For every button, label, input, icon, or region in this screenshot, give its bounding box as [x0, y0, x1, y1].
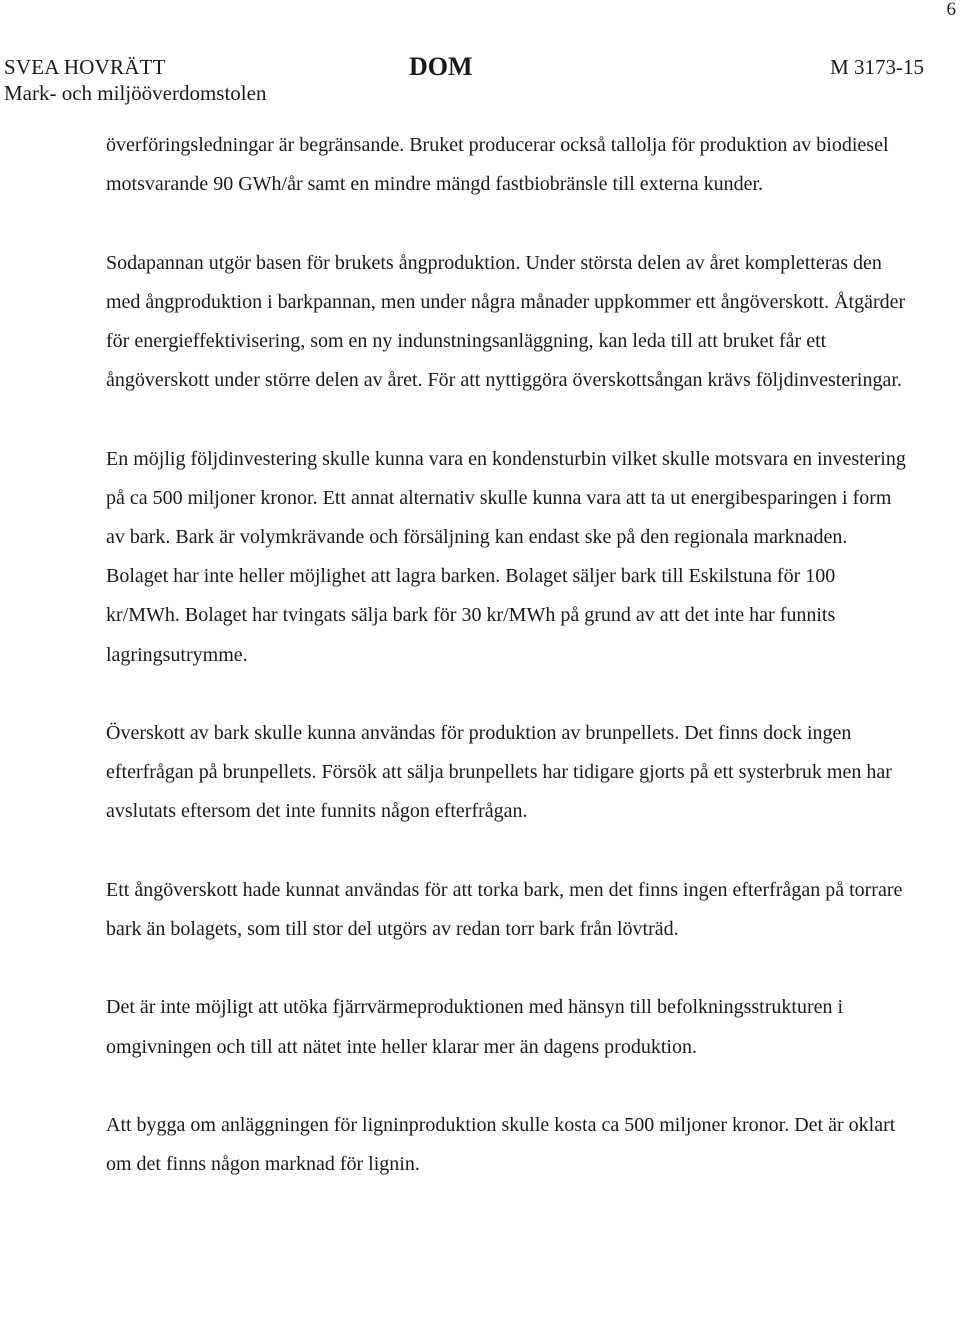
- paragraph: Att bygga om anläggningen för ligninproduktion skulle kosta ca 500 miljoner kronor. Det är oklart om det finns någon marknad för lignin.: [106, 1113, 896, 1176]
- paragraph: Överskott av bark skulle kunna användas för produktion av brunpellets. Det finns dock ingen efterfrågan på brunpellets. Försök att sälja brunpellets har tidigare gjorts på ett systerbruk men har avslutats eftersom det inte funnits någon efterfrågan.: [106, 722, 892, 823]
- page-number: 6: [946, 0, 956, 20]
- court-name: SVEA HOVRÄTT: [4, 55, 166, 79]
- document-type: DOM: [409, 52, 473, 81]
- document-body: [106, 126, 906, 1184]
- paragraph: Ett ångöverskott hade kunnat användas för att torka bark, men det finns ingen efterfrågan på torrare bark än bolagets, som till stor del utgörs av redan torr bark från lövträd.: [106, 878, 903, 940]
- paragraph: överföringsledningar är begränsande. Bruket producerar också tallolja för produktion av biodiesel motsvarande 90 GWh/år samt en mindre mängd fastbiobränsle till externa kunder.: [106, 134, 889, 196]
- paragraph: En möjlig följdinvestering skulle kunna vara en kondensturbin vilket skulle motsvara en investering på ca 500 miljoner kronor. Ett annat alternativ skulle kunna vara att ta ut energibesparingen i form av bark. Bark är volymkrävande och försäljning kan endast ske på den regionala marknaden. Bolaget har inte heller möjlighet att lagra barken. Bolaget säljer bark till Eskilstuna för 100 kr/MWh. Bolaget har tvingats sälja bark för 30 kr/MWh på grund av att det inte har funnits lagringsutrymme.: [106, 447, 906, 666]
- court-subtitle: Mark- och miljööverdomstolen: [4, 81, 267, 105]
- case-number: M 3173-15: [830, 55, 924, 79]
- document-header: [4, 54, 924, 110]
- paragraph: Sodapannan utgör basen för brukets ångproduktion. Under största delen av året kompletteras den med ångproduktion i barkpannan, men under några månader uppkommer ett ångöverskott. Åtgärder för energieffektivisering, som en ny indunstningsanläggning, kan leda till att bruket får ett ångöverskott under större delen av året. För att nyttiggöra överskottsångan krävs följdinvesteringar.: [106, 251, 906, 392]
- paragraph: Det är inte möjligt att utöka fjärrvärmeproduktionen med hänsyn till befolkningsstrukturen i omgivningen och till att nätet inte heller klarar mer än dagens produktion.: [106, 996, 844, 1058]
